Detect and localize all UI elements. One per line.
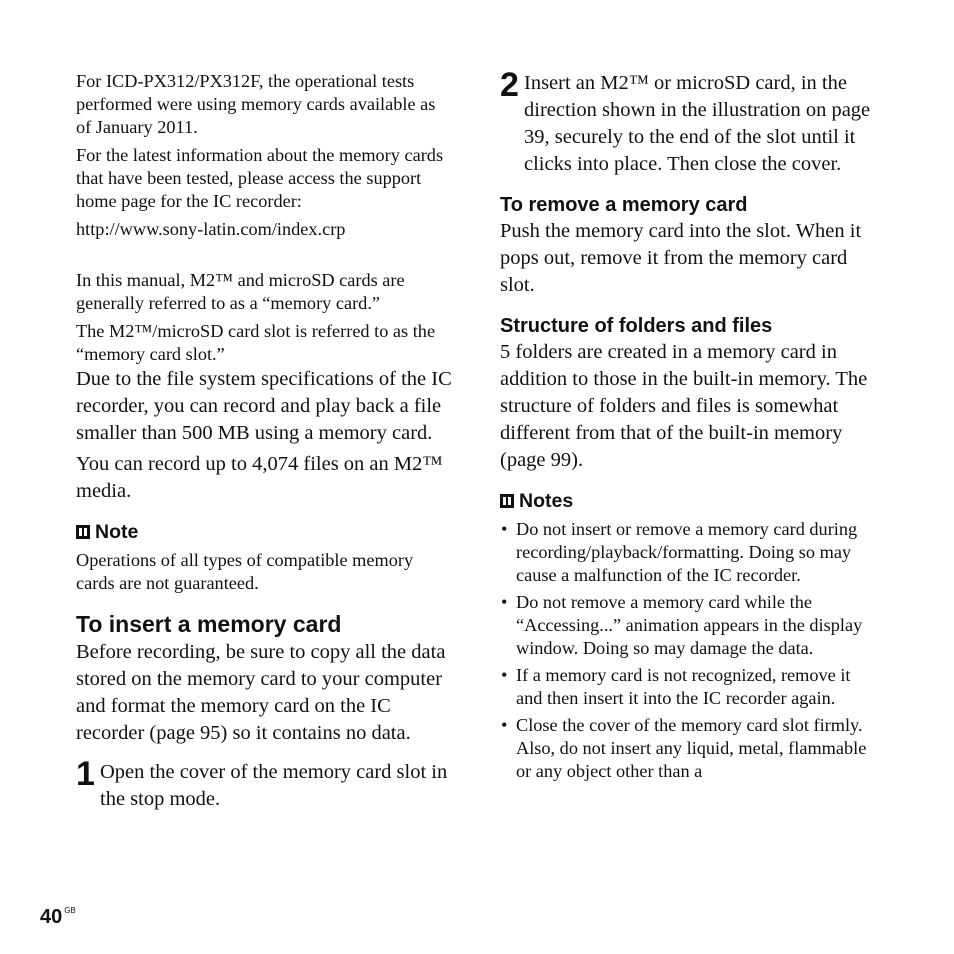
list-item: • Do not remove a memory card while the “Accessing...” animation appears in the display window. Doing so may damage the data. — [500, 591, 878, 660]
remove-memory-card-text: Push the memory card into the slot. When it pops out, remove it from the memory card slot. — [500, 220, 862, 296]
left-column — [76, 70, 454, 813]
page-number: 40 — [40, 906, 63, 928]
memory-card-definition: In this manual, M2™ and microSD cards are generally referred to as a “memory card.” — [76, 270, 405, 313]
note-icon — [500, 494, 514, 508]
step-1-number: 1 — [76, 755, 95, 793]
list-item: • If a memory card is not recognized, remove it and then insert it into the IC recorder again. — [500, 664, 878, 710]
file-limit-paragraph: You can record up to 4,074 files on an M2™ media. — [76, 453, 443, 502]
region-code: GB — [64, 906, 76, 915]
note-icon — [76, 525, 90, 539]
compatibility-paragraph: For ICD-PX312/PX312F, the operational tests performed were using memory cards available as of January 2011. — [76, 71, 436, 137]
step-2 — [500, 66, 878, 178]
remove-memory-card-heading: To remove a memory card — [500, 194, 748, 216]
insert-memory-card-heading: To insert a memory card — [76, 611, 342, 637]
step-1 — [76, 755, 454, 813]
support-url: http://www.sony-latin.com/index.crp — [76, 219, 346, 239]
structure-text: 5 folders are created in a memory card in addition to those in the built-in memory. The structure of folders and files is somewhat different from that of the built-in memory (page 99). — [500, 341, 868, 471]
notes-heading-label: Notes — [519, 490, 574, 512]
insert-memory-card-text: Before recording, be sure to copy all the data stored on the memory card to your computer and format the memory card on the IC recorder (page 95) so it contains no data. — [76, 641, 446, 744]
note-heading — [76, 519, 454, 545]
notes-heading — [500, 488, 878, 514]
list-item: • Do not insert or remove a memory card during recording/playback/formatting. Doing so may cause a malfunction of the IC recorder. — [500, 518, 878, 587]
right-column — [500, 66, 878, 787]
step-2-number: 2 — [500, 66, 519, 104]
file-system-paragraph: Due to the file system specifications of the IC recorder, you can record and play back a file smaller than 500 MB using a memory card. — [76, 368, 452, 444]
notes-list — [500, 518, 878, 783]
latest-info-paragraph: For the latest information about the memory cards that have been tested, please access the support home page for the IC recorder: — [76, 145, 444, 211]
structure-heading: Structure of folders and files — [500, 315, 773, 337]
note-heading-label: Note — [95, 521, 139, 543]
step-2-text: Insert an M2™ or microSD card, in the direction shown in the illustration on page 39, securely to the end of the slot until it clicks into place. Then close the cover. — [524, 72, 871, 175]
memory-card-slot-definition: The M2™/microSD card slot is referred to as the “memory card slot.” — [76, 321, 436, 364]
list-item: • Close the cover of the memory card slot firmly. Also, do not insert any liquid, metal, flammable or any object other than a — [500, 714, 878, 783]
page-footer — [40, 906, 76, 929]
step-1-text: Open the cover of the memory card slot in the stop mode. — [100, 761, 448, 810]
note-text: Operations of all types of compatible memory cards are not guaranteed. — [76, 550, 414, 593]
